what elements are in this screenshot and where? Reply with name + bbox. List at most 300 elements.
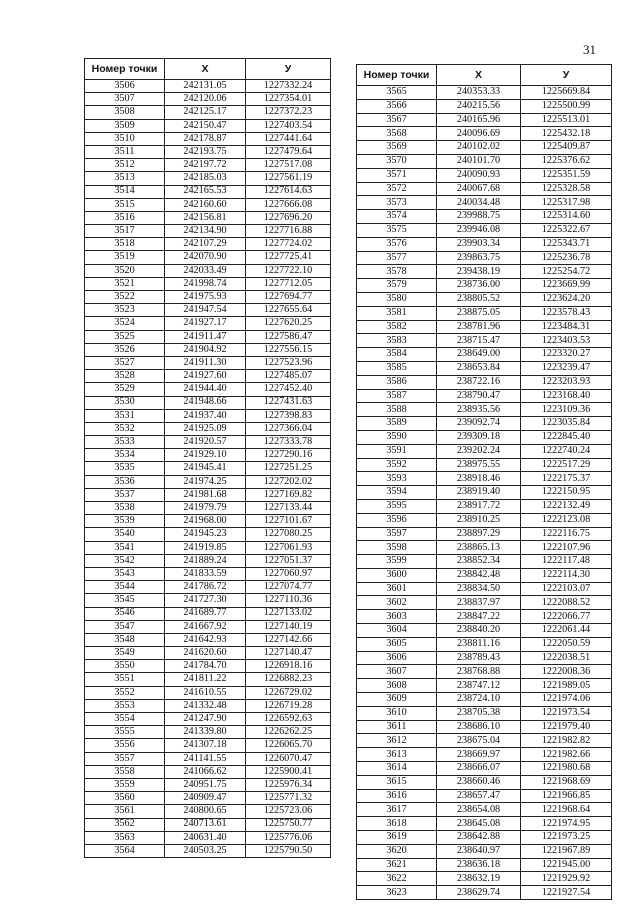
point-number-cell: 3594 [357,486,437,500]
x-coordinate-cell: 238649.00 [437,348,521,362]
point-number-cell: 3595 [357,499,437,513]
table-row [85,594,331,607]
table-row [357,292,612,306]
y-coordinate-cell: 1227655.64 [246,304,331,317]
y-coordinate-cell: 1227080.25 [246,528,331,541]
x-coordinate-cell: 241948.66 [165,396,246,409]
point-number-cell: 3581 [357,306,437,320]
point-number-cell: 3566 [357,99,437,113]
table-row [357,444,612,458]
x-coordinate-cell: 238781.96 [437,320,521,334]
y-coordinate-cell: 1226262.25 [246,726,331,739]
table-row [357,486,612,500]
y-coordinate-cell: 1222517.29 [521,458,612,472]
y-coordinate-cell: 1227517.08 [246,159,331,172]
table-row [357,775,612,789]
point-number-cell: 3559 [85,778,165,791]
table-row [85,818,331,831]
x-coordinate-cell: 241904.92 [165,343,246,356]
table-row [85,264,331,277]
x-coordinate-cell: 241141.55 [165,752,246,765]
x-coordinate-cell: 241925.09 [165,422,246,435]
y-coordinate-cell: 1222845.40 [521,430,612,444]
y-coordinate-cell: 1221968.69 [521,775,612,789]
x-coordinate-cell: 238640.97 [437,844,521,858]
x-coordinate-cell: 242134.90 [165,225,246,238]
x-coordinate-cell: 240067.68 [437,182,521,196]
point-number-cell: 3543 [85,567,165,580]
table-row [357,127,612,141]
point-number-cell: 3582 [357,320,437,334]
table-row [85,106,331,119]
table-row [357,762,612,776]
table-row [85,330,331,343]
table-row [357,665,612,679]
table-row [357,99,612,113]
y-coordinate-cell: 1227332.24 [246,80,331,93]
table-row [85,567,331,580]
point-number-cell: 3536 [85,475,165,488]
point-number-cell: 3512 [85,159,165,172]
table-row [357,320,612,334]
x-coordinate-cell: 238918.46 [437,472,521,486]
point-number-cell: 3527 [85,356,165,369]
table-row [85,198,331,211]
table-row [357,334,612,348]
table-row [85,159,331,172]
table-row [85,607,331,620]
table-row [357,86,612,100]
point-number-cell: 3517 [85,225,165,238]
table-row [85,778,331,791]
table-row [85,620,331,633]
point-number-cell: 3511 [85,145,165,158]
y-coordinate-cell: 1227614.63 [246,185,331,198]
y-coordinate-cell: 1227133.02 [246,607,331,620]
y-coordinate-cell: 1222740.24 [521,444,612,458]
table-row [357,237,612,251]
table-row [357,858,612,872]
point-number-cell: 3507 [85,93,165,106]
table-row [357,679,612,693]
x-coordinate-cell: 240713.61 [165,818,246,831]
table-row [85,370,331,383]
table-row [85,436,331,449]
y-coordinate-cell: 1223669.99 [521,279,612,293]
x-coordinate-cell: 238666.07 [437,762,521,776]
table-row [85,317,331,330]
table-row [85,145,331,158]
table-row [85,356,331,369]
y-coordinate-cell: 1221982.82 [521,734,612,748]
table-row [357,555,612,569]
y-coordinate-cell: 1227485.07 [246,370,331,383]
y-coordinate-cell: 1221973.54 [521,706,612,720]
y-coordinate-cell: 1222175.37 [521,472,612,486]
table-row [357,817,612,831]
table-row [357,348,612,362]
point-number-cell: 3601 [357,582,437,596]
point-number-cell: 3591 [357,444,437,458]
table-row [85,488,331,501]
y-coordinate-cell: 1227251.25 [246,462,331,475]
point-number-cell: 3620 [357,844,437,858]
point-number-cell: 3506 [85,80,165,93]
y-coordinate-cell: 1227142.66 [246,633,331,646]
point-number-cell: 3568 [357,127,437,141]
x-coordinate-cell: 238654.08 [437,803,521,817]
point-number-cell: 3531 [85,409,165,422]
table-row [85,93,331,106]
table-row [357,844,612,858]
x-coordinate-cell: 238805.52 [437,292,521,306]
x-coordinate-cell: 240951.75 [165,778,246,791]
point-number-cell: 3556 [85,739,165,752]
x-coordinate-cell: 238875.05 [437,306,521,320]
x-coordinate-cell: 241833.59 [165,567,246,580]
point-number-cell: 3621 [357,858,437,872]
x-coordinate-cell: 240090.93 [437,168,521,182]
y-coordinate-cell: 1227586.47 [246,330,331,343]
y-coordinate-cell: 1225500.99 [521,99,612,113]
point-number-cell: 3599 [357,555,437,569]
y-coordinate-cell: 1227051.37 [246,554,331,567]
table-row [85,554,331,567]
table-row [85,251,331,264]
y-coordinate-cell: 1227620.25 [246,317,331,330]
point-number-cell: 3573 [357,196,437,210]
point-number-cell: 3513 [85,172,165,185]
table-row [85,185,331,198]
y-coordinate-cell: 1221929.92 [521,872,612,886]
table-row [357,831,612,845]
x-coordinate-cell: 241975.93 [165,291,246,304]
point-number-cell: 3580 [357,292,437,306]
point-number-cell: 3510 [85,132,165,145]
y-coordinate-cell: 1226065.70 [246,739,331,752]
point-number-cell: 3544 [85,581,165,594]
point-number-cell: 3588 [357,403,437,417]
table-row [85,304,331,317]
point-number-cell: 3610 [357,706,437,720]
x-coordinate-cell: 240096.69 [437,127,521,141]
y-coordinate-cell: 1225236.78 [521,251,612,265]
table-row [85,80,331,93]
y-coordinate-cell: 1223320.27 [521,348,612,362]
y-coordinate-cell: 1227061.93 [246,541,331,554]
point-number-cell: 3535 [85,462,165,475]
x-coordinate-cell: 242107.29 [165,238,246,251]
x-coordinate-cell: 239309.18 [437,430,521,444]
point-number-cell: 3563 [85,831,165,844]
y-coordinate-cell: 1227140.19 [246,620,331,633]
y-coordinate-cell: 1225776.06 [246,831,331,844]
x-coordinate-cell: 238657.47 [437,789,521,803]
x-coordinate-cell: 241974.25 [165,475,246,488]
point-number-cell: 3612 [357,734,437,748]
x-coordinate-cell: 242178.87 [165,132,246,145]
x-coordinate-cell: 239988.75 [437,210,521,224]
x-coordinate-cell: 238724.10 [437,693,521,707]
point-number-cell: 3622 [357,872,437,886]
x-coordinate-cell: 238790.47 [437,389,521,403]
point-number-cell: 3557 [85,752,165,765]
y-coordinate-cell: 1222114.30 [521,568,612,582]
y-coordinate-cell: 1221973.25 [521,831,612,845]
point-number-cell: 3618 [357,817,437,831]
y-coordinate-cell: 1222066.77 [521,610,612,624]
table-row [85,752,331,765]
y-coordinate-cell: 1227290.16 [246,449,331,462]
y-coordinate-cell: 1221968.64 [521,803,612,817]
x-coordinate-cell: 238865.13 [437,541,521,555]
table-row [357,789,612,803]
table-row [85,462,331,475]
y-coordinate-cell: 1227060.97 [246,567,331,580]
point-number-cell: 3593 [357,472,437,486]
x-coordinate-cell: 241937.40 [165,409,246,422]
x-coordinate-cell: 238736.00 [437,279,521,293]
x-coordinate-cell: 242120.06 [165,93,246,106]
x-coordinate-cell: 240800.65 [165,805,246,818]
x-coordinate-cell: 241620.60 [165,647,246,660]
x-coordinate-cell: 238660.46 [437,775,521,789]
x-coordinate-cell: 240102.02 [437,141,521,155]
table-row [357,168,612,182]
point-number-cell: 3555 [85,726,165,739]
y-coordinate-cell: 1222132.49 [521,499,612,513]
point-number-cell: 3553 [85,699,165,712]
y-coordinate-cell: 1227722.10 [246,264,331,277]
y-coordinate-cell: 1222061.44 [521,624,612,638]
x-coordinate-cell: 242033.49 [165,264,246,277]
y-coordinate-cell: 1225432.18 [521,127,612,141]
point-number-cell: 3609 [357,693,437,707]
table-row [85,172,331,185]
point-number-cell: 3521 [85,277,165,290]
table-row [85,699,331,712]
point-number-cell: 3614 [357,762,437,776]
table-row [85,831,331,844]
point-number-cell: 3516 [85,211,165,224]
header-x: X [165,59,246,80]
point-number-cell: 3608 [357,679,437,693]
table-row [85,343,331,356]
y-coordinate-cell: 1227372.23 [246,106,331,119]
x-coordinate-cell: 238629.74 [437,886,521,900]
table-row [357,141,612,155]
coordinates-table-right [356,64,612,900]
y-coordinate-cell: 1226918.16 [246,660,331,673]
x-coordinate-cell: 238789.43 [437,651,521,665]
y-coordinate-cell: 1222038.51 [521,651,612,665]
table-row [357,403,612,417]
point-number-cell: 3523 [85,304,165,317]
point-number-cell: 3541 [85,541,165,554]
x-coordinate-cell: 238642.88 [437,831,521,845]
y-coordinate-cell: 1227523.96 [246,356,331,369]
x-coordinate-cell: 241945.41 [165,462,246,475]
x-coordinate-cell: 238842.48 [437,568,521,582]
table-row [85,844,331,857]
point-number-cell: 3514 [85,185,165,198]
table-row [85,225,331,238]
point-number-cell: 3606 [357,651,437,665]
x-coordinate-cell: 238917.72 [437,499,521,513]
x-coordinate-cell: 241998.74 [165,277,246,290]
table-row [357,651,612,665]
x-coordinate-cell: 240503.25 [165,844,246,857]
x-coordinate-cell: 241247.90 [165,713,246,726]
y-coordinate-cell: 1223403.53 [521,334,612,348]
x-coordinate-cell: 241784.70 [165,660,246,673]
y-coordinate-cell: 1225723.06 [246,805,331,818]
table-row [85,765,331,778]
point-number-cell: 3585 [357,361,437,375]
x-coordinate-cell: 238852.34 [437,555,521,569]
coordinates-table-left [84,58,331,858]
x-coordinate-cell: 241927.60 [165,370,246,383]
y-coordinate-cell: 1222050.59 [521,637,612,651]
point-number-cell: 3615 [357,775,437,789]
table-row [357,803,612,817]
table-row [85,396,331,409]
x-coordinate-cell: 241786.72 [165,581,246,594]
x-coordinate-cell: 242197.72 [165,159,246,172]
x-coordinate-cell: 240215.56 [437,99,521,113]
y-coordinate-cell: 1225900.41 [246,765,331,778]
y-coordinate-cell: 1227716.88 [246,225,331,238]
table-row [357,637,612,651]
point-number-cell: 3577 [357,251,437,265]
y-coordinate-cell: 1221945.00 [521,858,612,872]
table-row [357,582,612,596]
y-coordinate-cell: 1225790.50 [246,844,331,857]
x-coordinate-cell: 238897.29 [437,527,521,541]
x-coordinate-cell: 239863.75 [437,251,521,265]
x-coordinate-cell: 240353.33 [437,86,521,100]
point-number-cell: 3597 [357,527,437,541]
point-number-cell: 3524 [85,317,165,330]
table-row [357,223,612,237]
table-row [85,660,331,673]
point-number-cell: 3613 [357,748,437,762]
x-coordinate-cell: 241947.54 [165,304,246,317]
table-header-row [85,59,331,80]
table-row [357,458,612,472]
table-row [85,515,331,528]
point-number-cell: 3515 [85,198,165,211]
y-coordinate-cell: 1221980.68 [521,762,612,776]
x-coordinate-cell: 242150.47 [165,119,246,132]
point-number-cell: 3508 [85,106,165,119]
point-number-cell: 3574 [357,210,437,224]
y-coordinate-cell: 1223484.31 [521,320,612,334]
point-number-cell: 3586 [357,375,437,389]
table-row [85,422,331,435]
y-coordinate-cell: 1225328.58 [521,182,612,196]
table-row [85,726,331,739]
x-coordinate-cell: 238645.08 [437,817,521,831]
table-row [85,686,331,699]
y-coordinate-cell: 1227366.04 [246,422,331,435]
x-coordinate-cell: 238722.16 [437,375,521,389]
y-coordinate-cell: 1227696.20 [246,211,331,224]
table-row [85,277,331,290]
point-number-cell: 3584 [357,348,437,362]
y-coordinate-cell: 1223578.43 [521,306,612,320]
y-coordinate-cell: 1225513.01 [521,113,612,127]
point-number-cell: 3530 [85,396,165,409]
table-row [357,265,612,279]
y-coordinate-cell: 1223203.93 [521,375,612,389]
table-row [357,417,612,431]
table-row [357,430,612,444]
y-coordinate-cell: 1222008.36 [521,665,612,679]
point-number-cell: 3583 [357,334,437,348]
point-number-cell: 3617 [357,803,437,817]
y-coordinate-cell: 1226882.23 [246,673,331,686]
point-number-cell: 3576 [357,237,437,251]
y-coordinate-cell: 1227333.78 [246,436,331,449]
x-coordinate-cell: 241811.22 [165,673,246,686]
y-coordinate-cell: 1222123.08 [521,513,612,527]
point-number-cell: 3596 [357,513,437,527]
y-coordinate-cell: 1221982.66 [521,748,612,762]
point-number-cell: 3592 [357,458,437,472]
table-row [85,541,331,554]
point-number-cell: 3540 [85,528,165,541]
y-coordinate-cell: 1227724.02 [246,238,331,251]
y-coordinate-cell: 1222107.96 [521,541,612,555]
table-row [85,132,331,145]
table-row [85,211,331,224]
y-coordinate-cell: 1227110.36 [246,594,331,607]
x-coordinate-cell: 238653.84 [437,361,521,375]
table-row [357,196,612,210]
table-row [357,306,612,320]
table-row [357,541,612,555]
point-number-cell: 3578 [357,265,437,279]
y-coordinate-cell: 1221974.95 [521,817,612,831]
table-row [357,872,612,886]
point-number-cell: 3605 [357,637,437,651]
y-coordinate-cell: 1227441.64 [246,132,331,145]
table-row [357,182,612,196]
point-number-cell: 3558 [85,765,165,778]
x-coordinate-cell: 240909.47 [165,792,246,805]
y-coordinate-cell: 1225771.32 [246,792,331,805]
y-coordinate-cell: 1227712.05 [246,277,331,290]
y-coordinate-cell: 1223035.84 [521,417,612,431]
table-row [85,647,331,660]
point-number-cell: 3539 [85,515,165,528]
table-row [85,409,331,422]
table-row [85,119,331,132]
x-coordinate-cell: 241929.10 [165,449,246,462]
x-coordinate-cell: 239903.34 [437,237,521,251]
x-coordinate-cell: 241911.30 [165,356,246,369]
point-number-cell: 3575 [357,223,437,237]
x-coordinate-cell: 238834.50 [437,582,521,596]
point-number-cell: 3579 [357,279,437,293]
table-row [357,693,612,707]
y-coordinate-cell: 1225376.62 [521,154,612,168]
point-number-cell: 3519 [85,251,165,264]
y-coordinate-cell: 1226729.02 [246,686,331,699]
table-row [357,279,612,293]
x-coordinate-cell: 242070.90 [165,251,246,264]
